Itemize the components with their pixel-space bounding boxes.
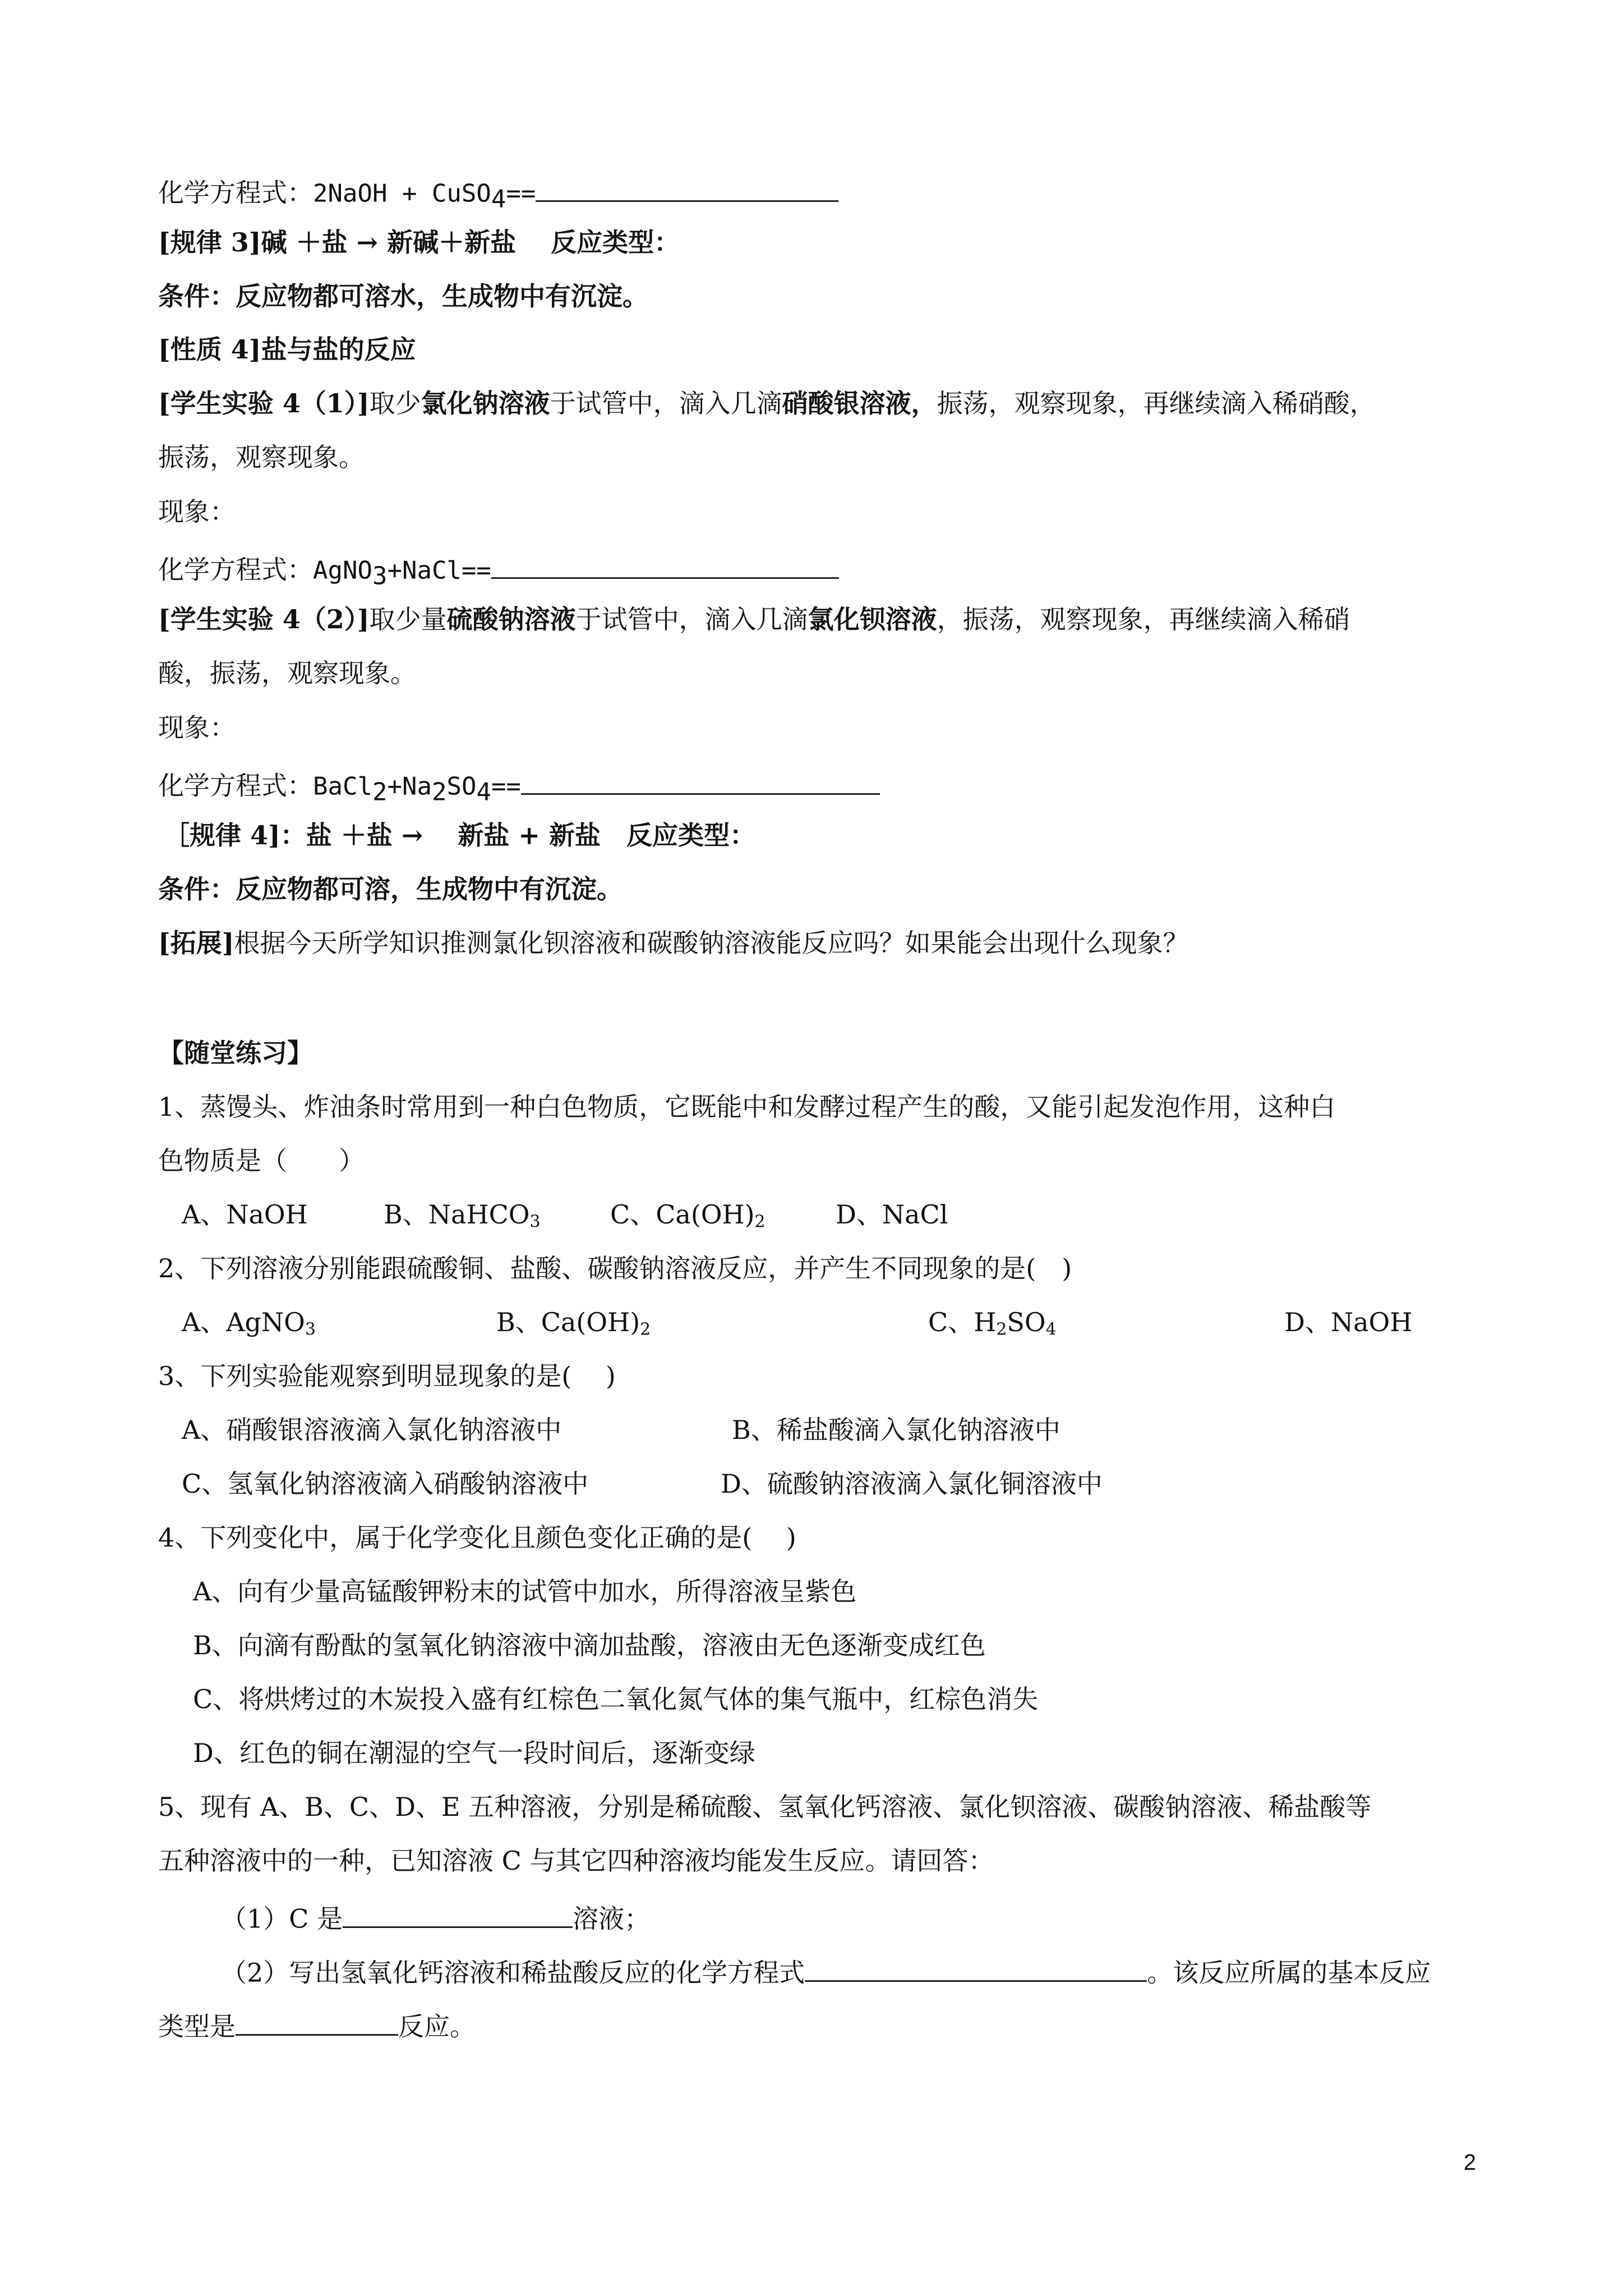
phenomenon-2: 现象： — [158, 712, 236, 743]
question-1-line-1: 1、蒸馒头、炸油条时常用到一种白色物质，它既能中和发酵过程产生的酸，又能引起发泡作用，这种白 — [158, 1092, 1336, 1122]
option-text: B、Ca(OH) — [496, 1307, 640, 1337]
text: 振荡，观察现象，再继续滴入稀硝酸， — [937, 388, 1376, 418]
answer-blank[interactable] — [343, 1902, 573, 1928]
subscript: 2 — [431, 777, 447, 807]
equation-label: 化学方程式： — [158, 554, 313, 585]
answer-blank[interactable] — [491, 553, 839, 579]
question-1-line-2: 色物质是（ ） — [158, 1145, 365, 1176]
experiment-4-1-line-1 — [158, 390, 1376, 416]
q1-option-c[interactable] — [610, 1199, 766, 1232]
part-text: 类型是 — [158, 2011, 236, 2042]
subscript: 2 — [372, 777, 388, 807]
formula: +NaCl== — [387, 556, 491, 585]
q1-option-b[interactable] — [384, 1199, 541, 1232]
subscript: 3 — [305, 1319, 316, 1340]
option-text: SO — [1007, 1307, 1046, 1337]
rule-3 — [158, 229, 680, 255]
q4-option-d[interactable]: D、红色的铜在潮湿的空气一段时间后，逐渐变绿 — [193, 1738, 755, 1768]
question-3: 3、下列实验能观察到明显现象的是( ) — [158, 1361, 616, 1391]
text: 于试管中，滴入几滴 — [550, 388, 782, 418]
q1-option-d[interactable]: D、NaCl — [836, 1199, 948, 1230]
option-text: C、Ca(OH) — [610, 1199, 755, 1230]
subscript: 3 — [529, 1212, 541, 1232]
experiment-4-1-line-2: 振荡，观察现象。 — [158, 442, 365, 472]
formula: == — [506, 179, 536, 208]
formula: == — [491, 772, 521, 801]
condition-3: 条件：反应物都可溶水，生成物中有沉淀。 — [158, 281, 648, 311]
extension — [158, 930, 1189, 956]
part-text: 。该反应所属的基本反应 — [1147, 1957, 1431, 1988]
q2-option-a[interactable] — [182, 1307, 316, 1340]
q3-option-c[interactable]: C、氢氧化钠溶液滴入硝酸钠溶液中 — [182, 1469, 589, 1499]
subscript: 4 — [1045, 1319, 1057, 1340]
q5-part-2 — [221, 1955, 1431, 1986]
answer-blank[interactable] — [236, 2009, 398, 2036]
experiment-4-2-line-1 — [158, 606, 1350, 632]
option-text: B、NaHCO — [384, 1199, 530, 1230]
question-5-line-2: 五种溶液中的一种，已知溶液 C 与其它四种溶液均能发生反应。请回答： — [158, 1846, 994, 1876]
q2-option-d[interactable]: D、NaOH — [1284, 1307, 1413, 1337]
text: ，振荡，观察现象，再继续滴入稀硝 — [937, 604, 1350, 634]
answer-blank[interactable] — [521, 769, 880, 795]
subscript: 4 — [476, 777, 491, 807]
formula: AgNO — [313, 556, 372, 585]
equation-line-1 — [158, 176, 838, 214]
rule-4 — [164, 822, 755, 848]
q3-option-a[interactable]: A、硝酸银溶液滴入氯化钠溶液中 — [182, 1415, 562, 1445]
property-text: 盐与盐的反应 — [261, 334, 416, 365]
equation-line-2 — [158, 553, 839, 591]
q2-option-c[interactable] — [928, 1307, 1057, 1340]
property-4 — [158, 334, 416, 365]
condition-4: 条件：反应物都可溶，生成物中有沉淀。 — [158, 874, 623, 904]
property-tag: [性质 4] — [158, 334, 261, 365]
q4-option-c[interactable]: C、将烘烤过的木炭投入盛有红棕色二氧化氮气体的集气瓶中，红棕色消失 — [193, 1684, 1039, 1714]
reagent: 硫酸钠溶液 — [446, 604, 576, 634]
subscript: 2 — [640, 1319, 651, 1340]
q4-option-b[interactable]: B、向滴有酚酞的氢氧化钠溶液中滴加盐酸，溶液由无色逐渐变成红色 — [193, 1630, 986, 1660]
experiment-tag: [学生实验 4（1）] — [158, 388, 370, 418]
q5-part-2-line-2 — [158, 2009, 476, 2040]
subscript: 2 — [754, 1212, 766, 1232]
option-text: A、AgNO — [182, 1307, 305, 1337]
page-number: 2 — [1463, 2150, 1476, 2175]
part-text: （1）C 是 — [221, 1903, 343, 1934]
formula: SO — [446, 772, 477, 801]
question-5-line-1: 5、现有 A、B、C、D、E 五种溶液，分别是稀硫酸、氢氧化钙溶液、氯化钡溶液、碳酸钠溶液、稀盐酸等 — [158, 1792, 1372, 1822]
practice-heading: 【随堂练习】 — [158, 1038, 313, 1068]
rule-text: ：盐 ＋盐 → 新盐 + 新盐 反应类型： — [280, 820, 755, 850]
experiment-tag: [学生实验 4（2）] — [158, 604, 370, 634]
part-text: 反应。 — [398, 2011, 476, 2042]
q3-option-b[interactable]: B、稀盐酸滴入氯化钠溶液中 — [732, 1415, 1061, 1445]
extension-tag: [拓展] — [158, 928, 234, 958]
part-text: （2）写出氢氧化钙溶液和稀盐酸反应的化学方程式 — [221, 1957, 805, 1988]
subscript: 4 — [491, 185, 506, 214]
reagent: 氯化钡溶液 — [808, 604, 937, 634]
question-4: 4、下列变化中，属于化学变化且颜色变化正确的是( ) — [158, 1522, 796, 1553]
answer-blank[interactable] — [536, 176, 838, 202]
rule-text: 碱 ＋盐 → 新碱＋新盐 反应类型： — [261, 227, 680, 257]
q1-option-a[interactable]: A、NaOH — [182, 1199, 308, 1230]
subscript: 3 — [372, 562, 388, 591]
part-text: 溶液； — [573, 1903, 651, 1934]
answer-blank[interactable] — [805, 1955, 1147, 1982]
experiment-4-2-line-2: 酸，振荡，观察现象。 — [158, 658, 416, 688]
question-2: 2、下列溶液分别能跟硫酸铜、盐酸、碳酸钠溶液反应，并产生不同现象的是( ) — [158, 1253, 1072, 1283]
equation-line-3 — [158, 769, 880, 807]
reagent: 氯化钠溶液 — [421, 388, 550, 418]
q4-option-a[interactable]: A、向有少量高锰酸钾粉末的试管中加水，所得溶液呈紫色 — [193, 1576, 857, 1607]
text: 取少量 — [369, 604, 447, 634]
phenomenon-1: 现象： — [158, 496, 236, 527]
reagent: 硝酸银溶液， — [782, 388, 937, 418]
subscript: 2 — [996, 1319, 1007, 1340]
rule-tag: [规律 3] — [158, 227, 261, 257]
rule-tag: ［规律 4] — [164, 820, 280, 850]
equation-label: 化学方程式： — [158, 177, 313, 208]
formula: +Na — [387, 772, 432, 801]
option-text: C、H — [928, 1307, 997, 1337]
q5-part-1 — [221, 1902, 650, 1932]
extension-text: 根据今天所学知识推测氯化钡溶液和碳酸钠溶液能反应吗？如果能会出现什么现象？ — [234, 928, 1189, 958]
equation-label: 化学方程式： — [158, 770, 313, 801]
formula: BaCl — [313, 772, 372, 801]
text: 取少 — [369, 388, 421, 418]
q3-option-d[interactable]: D、硫酸钠溶液滴入氯化铜溶液中 — [721, 1469, 1103, 1499]
formula: 2NaOH + CuSO — [313, 179, 491, 208]
text: 于试管中，滴入几滴 — [575, 604, 808, 634]
q2-option-b[interactable] — [496, 1307, 651, 1340]
